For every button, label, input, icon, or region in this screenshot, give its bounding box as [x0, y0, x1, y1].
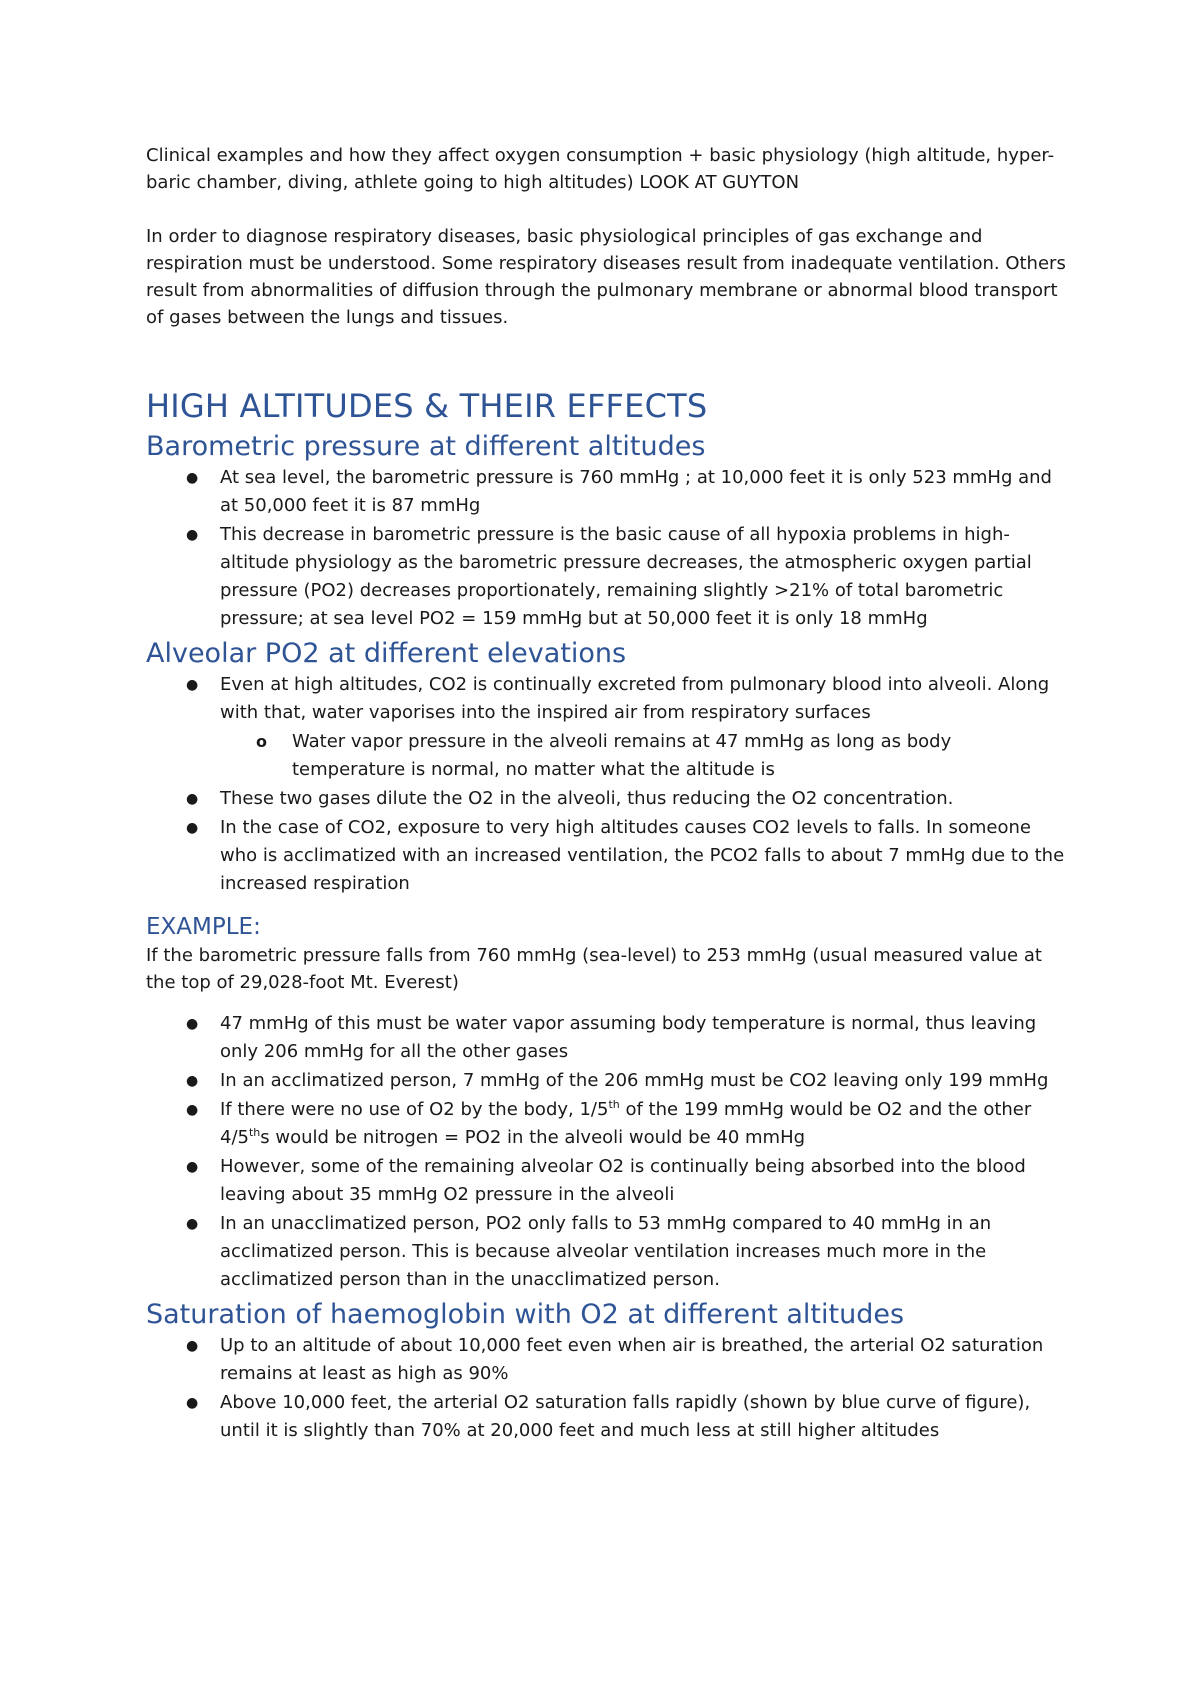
bullet-icon: ●: [186, 1073, 199, 1089]
bullet-list-saturation: [146, 1332, 1066, 1445]
list-item-text: At sea level, the barometric pressure is 760 mmHg ; at 10,000 feet it is only 523 mmHg and at 50,000 feet it is 87 mmHg: [220, 467, 1052, 516]
bullet-icon: ●: [186, 677, 199, 693]
bullet-icon: ●: [186, 791, 199, 807]
text-fragment: of the 199 mmHg would be O2 and the other 4/5: [220, 1099, 1032, 1148]
bullet-icon: ●: [186, 1395, 199, 1411]
bullet-icon: ●: [186, 1016, 199, 1032]
bullet-list-example: [146, 1010, 1066, 1294]
bullet-icon: ●: [186, 470, 199, 486]
sub-bullet-icon: o: [256, 732, 267, 751]
superscript: th: [248, 1126, 261, 1139]
example-paragraph: If the barometric pressure falls from 760 mmHg (sea-level) to 253 mmHg (usual measured value at the top of 29,028-foot Mt. Everest): [146, 945, 1042, 993]
list-item-text: Water vapor pressure in the alveoli remains at 47 mmHg as long as body temperature is normal, no matter what the altitude is: [292, 731, 952, 780]
list-item-text: Up to an altitude of about 10,000 feet even when air is breathed, the arterial O2 saturation remains at least as high as 90%: [220, 1335, 1044, 1384]
subheading-saturation: Saturation of haemoglobin with O2 at different altitudes: [146, 1299, 905, 1330]
bullet-icon: ●: [186, 1216, 199, 1232]
list-item-text: Even at high altitudes, CO2 is continually excreted from pulmonary blood into alveoli. Along with that, water vaporises into the inspired air from respiratory surfaces: [220, 674, 1050, 723]
bullet-icon: ●: [186, 1159, 199, 1175]
list-item: [146, 1210, 1066, 1294]
bullet-icon: ●: [186, 820, 199, 836]
superscript: th: [608, 1098, 620, 1111]
example-heading: EXAMPLE:: [146, 914, 261, 940]
list-item: [146, 1332, 1066, 1388]
list-item: [146, 1153, 1066, 1209]
bullet-icon: ●: [186, 1102, 199, 1118]
spacer: [146, 996, 1066, 1010]
list-item: [146, 814, 1066, 898]
bullet-icon: ●: [186, 1338, 199, 1354]
document-body: [146, 142, 1066, 1446]
list-item-text: This decrease in barometric pressure is the basic cause of all hypoxia problems in high-altitude physiology as the barometric pressure decreases, the atmospheric oxygen partial pressure (PO2) decreases proportionately, remaining slightly >21% of total barometric pressure; at sea level PO2 = 159 mmHg but at 50,000 feet it is only 18 mmHg: [220, 524, 1032, 629]
list-item: [146, 1389, 1066, 1445]
text-fragment: s would be nitrogen = PO2 in the alveoli would be 40 mmHg: [260, 1127, 806, 1148]
list-item: [146, 1096, 1066, 1152]
intro-paragraph: In order to diagnose respiratory diseases, basic physiological principles of gas exchange and respiration must be understood. Some respiratory diseases result from inadequate ventilation. Others result from abnormalities of diffusion through the pulmonary membrane or abnormal blood transport of gases between the lungs and tissues.: [146, 226, 1066, 328]
list-item-text: Above 10,000 feet, the arterial O2 saturation falls rapidly (shown by blue curve of figure), until it is slightly than 70% at 20,000 feet and much less at still higher altitudes: [220, 1392, 1031, 1441]
list-item: [146, 1067, 1066, 1095]
list-item-text: In an acclimatized person, 7 mmHg of the 206 mmHg must be CO2 leaving only 199 mmHg: [220, 1070, 1049, 1091]
bullet-list-barometric: [146, 464, 1066, 633]
list-item-text: However, some of the remaining alveolar O2 is continually being absorbed into the blood leaving about 35 mmHg O2 pressure in the alveoli: [220, 1156, 1026, 1205]
intro-line: Clinical examples and how they affect oxygen consumption + basic physiology (high altitude, hyper-baric chamber, diving, athlete going to high altitudes) LOOK AT GUYTON: [146, 145, 1055, 193]
list-item: [146, 785, 1066, 813]
text-fragment: If there were no use of O2 by the body, 1/5: [220, 1099, 609, 1120]
list-item: [146, 521, 1066, 633]
bullet-list-alveolar: [146, 671, 1066, 898]
list-item-text: 47 mmHg of this must be water vapor assuming body temperature is normal, thus leaving only 206 mmHg for all the other gases: [220, 1013, 1037, 1062]
list-item: [146, 1010, 1066, 1066]
bullet-icon: ●: [186, 527, 199, 543]
list-item: [146, 671, 1066, 727]
list-item-text: [220, 1099, 1031, 1148]
subheading-alveolar: Alveolar PO2 at different elevations: [146, 638, 627, 669]
sub-list-item: [146, 728, 1066, 784]
section-heading: HIGH ALTITUDES & THEIR EFFECTS: [146, 387, 708, 425]
list-item-text: In an unacclimatized person, PO2 only falls to 53 mmHg compared to 40 mmHg in an acclimatized person. This is because alveolar ventilation increases much more in the acclimatized person than in the unacclimatized person.: [220, 1213, 992, 1290]
subheading-barometric: Barometric pressure at different altitudes: [146, 431, 706, 462]
list-item-text: In the case of CO2, exposure to very high altitudes causes CO2 levels to falls. In someone who is acclimatized with an increased ventilation, the PCO2 falls to about 7 mmHg due to the increased respiration: [220, 817, 1065, 894]
list-item-text: These two gases dilute the O2 in the alveoli, thus reducing the O2 concentration.: [220, 788, 954, 809]
list-item: [146, 464, 1066, 520]
